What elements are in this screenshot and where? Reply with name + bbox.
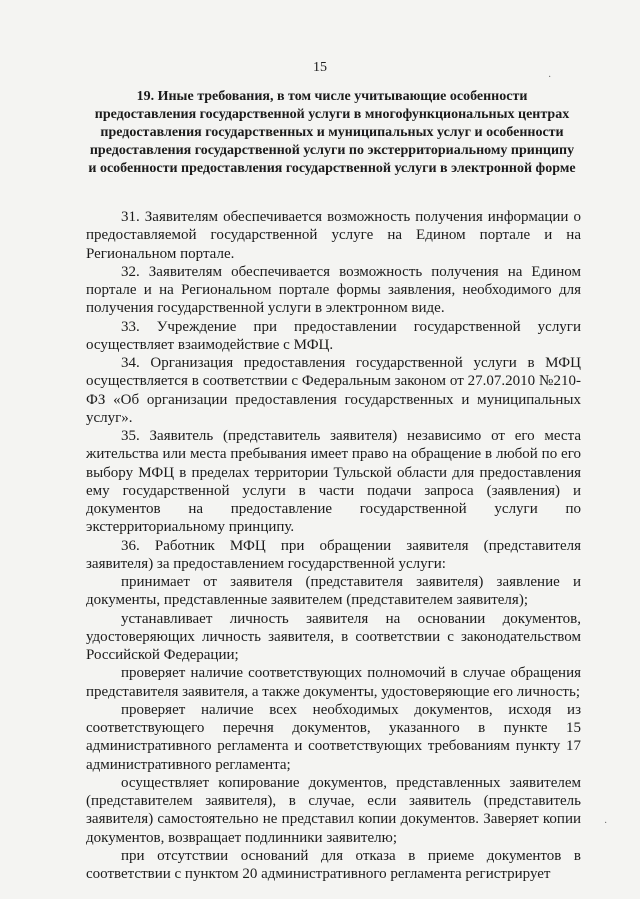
- scan-speck: ·: [548, 72, 552, 83]
- paragraph-35: 35. Заявитель (представитель заявителя) независимо от его места жительства или места пребывания имеет право на обращение в любой по его выбору МФЦ в пределах территории Тульской области для предоставления ему государственной услуги в части подачи запроса (заявления) и документов на предоставление государственной услуги по экстерриториальному принципу.: [86, 428, 581, 536]
- list-item-establishes-identity: устанавливает личность заявителя на основании документов, удостоверяющих личность заявителя, в соответствии с законодательством Российской Федерации;: [86, 610, 581, 663]
- document-body: [86, 208, 581, 883]
- paragraph-36: 36. Работник МФЦ при обращении заявителя (представителя заявителя) за предоставлением государственной услуги:: [86, 537, 581, 572]
- scan-speck: ·: [604, 818, 608, 829]
- list-item-checks-documents: проверяет наличие всех необходимых документов, исходя из соответствующего перечня документов, указанного в пункте 15 административного регламента и соответствующих требованиям пункту 17 административного регламента;: [86, 701, 581, 773]
- paragraph-32: 32. Заявителям обеспечивается возможность получения на Едином портале и на Региональном портале формы заявления, необходимого для получения государственной услуги в электронном виде.: [86, 263, 581, 317]
- list-item-copies-documents: осуществляет копирование документов, представленных заявителем (представителем заявителя), в случае, если заявитель (представитель заявителя) самостоятельно не представил копии документов. Заверяет копии документов, возвращает подлинники заявителю;: [86, 774, 581, 846]
- paragraph-34: 34. Организация предоставления государственной услуги в МФЦ осуществляется в соответствии с Федеральным законом от 27.07.2010 №210-ФЗ «Об организации предоставления государственных и муниципальных услуг».: [86, 355, 581, 426]
- paragraph-31: 31. Заявителям обеспечивается возможность получения информации о предоставляемой государственной услуге на Едином портале и на Региональном портале.: [86, 209, 581, 262]
- list-item-accepts-application: принимает от заявителя (представителя заявителя) заявление и документы, представленные заявителем (представителем заявителя);: [86, 574, 581, 609]
- paragraph-33: 33. Учреждение при предоставлении государственной услуги осуществляет взаимодействие с МФЦ.: [86, 318, 581, 353]
- list-item-registers: при отсутствии оснований для отказа в приеме документов в соответствии с пунктом 20 административного регламента регистрирует: [86, 847, 581, 882]
- page-number: 15: [313, 60, 327, 75]
- list-item-checks-authority: проверяет наличие соответствующих полномочий в случае обращения представителя заявителя, а также документы, удостоверяющие его личность;: [86, 665, 581, 700]
- section-heading: 19. Иные требования, в том числе учитывающие особенности предоставления государственной услуги в многофункциональных центрах предоставления государственных и муниципальных услуг и особенности предоставления государственной услуги по экстерриториальному принципу и особенности предоставления государственной услуги в электронной форме: [88, 89, 576, 176]
